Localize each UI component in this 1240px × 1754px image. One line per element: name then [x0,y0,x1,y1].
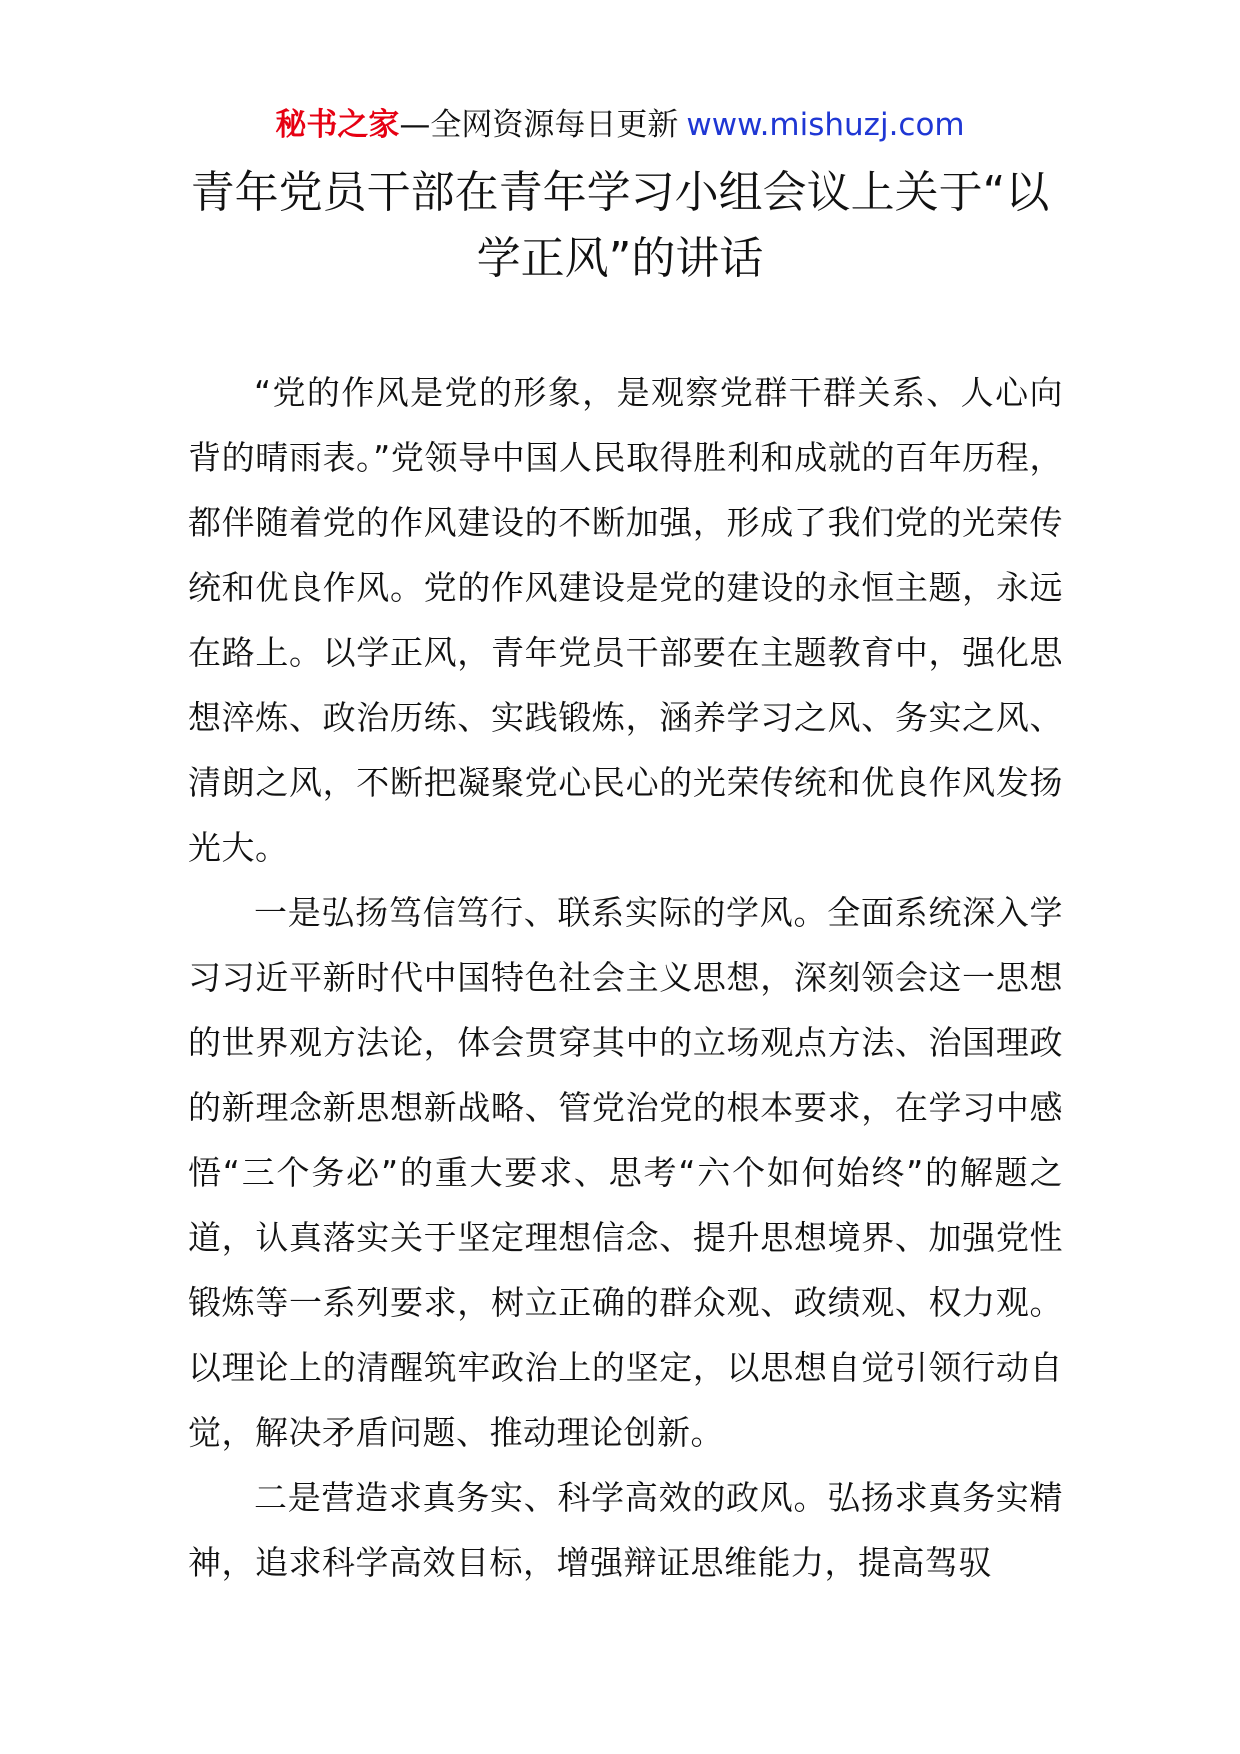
paragraph-government-style: 二是营造求真务实、科学高效的政风。弘扬求真务实精神，追求科学高效目标，增强辩证思维能力，提高驾驭 [188,1478,1063,1582]
paragraph-study-style: 一是弘扬笃信笃行、联系实际的学风。全面系统深入学习习近平新时代中国特色社会主义思想，深刻领会这一思想的世界观方法论，体会贯穿其中的立场观点方法、治国理政的新理念新思想新战略、管党治党的根本要求，在学习中感悟“三个务必”的重大要求、思考“六个如何始终”的解题之道，认真落实关于坚定理想信念、提升思想境界、加强党性锻炼等一系列要求，树立正确的群众观、政绩观、权力观。以理论上的清醒筑牢政治上的坚定，以思想自觉引领行动自觉，解决矛盾问题、推动理论创新。 [188,893,1063,1452]
site-url-link[interactable]: www.mishuzj.com [686,107,965,143]
document-body [188,360,1063,1595]
document-title: 青年党员干部在青年学习小组会议上关于“以学正风”的讲话 [190,167,1050,284]
brand-name: 秘书之家 [275,107,400,143]
site-header [0,100,1240,150]
header-tagline: 全网资源每日更新 [430,107,679,143]
header-dash: — [399,107,431,143]
paragraph-intro: “党的作风是党的形象，是观察党群干群关系、人心向背的晴雨表。”党领导中国人民取得胜利和成就的百年历程，都伴随着党的作风建设的不断加强，形成了我们党的光荣传统和优良作风。党的作风建设是党的建设的永恒主题，永远在路上。以学正风，青年党员干部要在主题教育中，强化思想淬炼、政治历练、实践锻炼，涵养学习之风、务实之风、清朗之风，不断把凝聚党心民心的光荣传统和优良作风发扬光大。 [188,373,1063,867]
